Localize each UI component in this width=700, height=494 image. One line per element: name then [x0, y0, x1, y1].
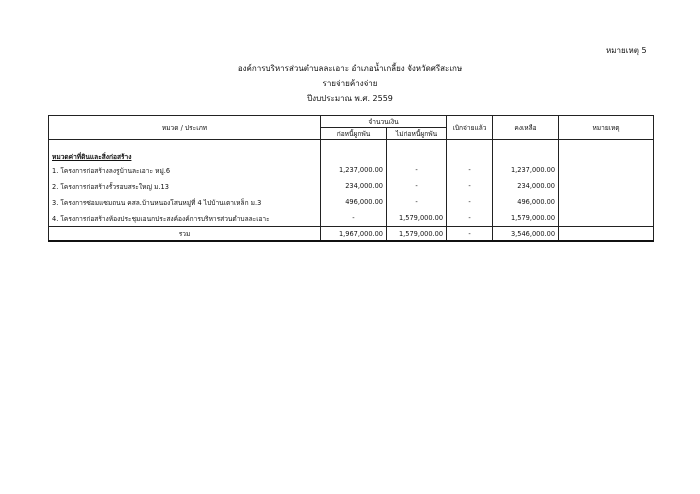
header-remarks: หมายเหตุ [559, 116, 654, 140]
row-label: 1. โครงการก่อสร้างลงรูบ้านละเอาะ หมู่.6 [49, 162, 321, 178]
row-pre-commit: 1,237,000.00 [321, 162, 387, 178]
header-paid: เบิกจ่ายแล้ว [447, 116, 493, 140]
fiscal-year: ปีงบประมาณ พ.ศ. 2559 [307, 94, 393, 103]
total-no-commit: 1,579,000.00 [387, 227, 447, 242]
header-amount-group: จำนวนเงิน [321, 116, 447, 128]
row-paid: - [447, 178, 493, 194]
header-category: หมวด / ประเภท [49, 116, 321, 140]
row-pre-commit: 234,000.00 [321, 178, 387, 194]
row-label: 2. โครงการก่อสร้างรั้วรอบสระใหญ่ ม.13 [49, 178, 321, 194]
header-remaining: คงเหลือ [493, 116, 559, 140]
row-remaining: 1,579,000.00 [493, 210, 559, 227]
row-pre-commit: 496,000.00 [321, 194, 387, 210]
total-remaining: 3,546,000.00 [493, 227, 559, 242]
total-pre-commit: 1,967,000.00 [321, 227, 387, 242]
row-paid: - [447, 210, 493, 227]
row-paid: - [447, 194, 493, 210]
row-no-commit: 1,579,000.00 [387, 210, 447, 227]
row-no-commit: - [387, 162, 447, 178]
table-row [49, 210, 654, 227]
table-row [49, 178, 654, 194]
row-label: 3. โครงการซ่อมแซมถนน คสล.บ้านหนองโสนหมู่ที่ 4 ไปบ้านเตาเหล็ก ม.3 [49, 194, 321, 210]
row-label: 4. โครงการก่อสร้างห้องประชุมเอนกประสงค์องค์การบริหารส่วนตำบลละเอาะ [49, 210, 321, 227]
row-no-commit: - [387, 178, 447, 194]
row-paid: - [447, 162, 493, 178]
total-label: รวม [49, 227, 321, 242]
row-no-commit: - [387, 194, 447, 210]
budget-table [48, 115, 654, 242]
row-remaining: 234,000.00 [493, 178, 559, 194]
row-remaining: 1,237,000.00 [493, 162, 559, 178]
report-title: รายจ่ายค้างจ่าย [322, 79, 378, 88]
note-label: หมายเหตุ 5 [606, 46, 647, 55]
section-title: หมวดค่าที่ดินและสิ่งก่อสร้าง [49, 140, 321, 163]
org-title: องค์การบริหารส่วนตำบลละเอาะ อำเภอน้ำเกลี้ยง จังหวัดศรีสะเกษ [237, 64, 463, 73]
total-paid: - [447, 227, 493, 242]
row-remaining: 496,000.00 [493, 194, 559, 210]
table-row [49, 194, 654, 210]
total-row [49, 227, 654, 242]
header-no-commit: ไม่ก่อหนี้ผูกพัน [387, 128, 447, 140]
row-pre-commit: - [321, 210, 387, 227]
table-row [49, 162, 654, 178]
header-pre-commit: ก่อหนี้ผูกพัน [321, 128, 387, 140]
